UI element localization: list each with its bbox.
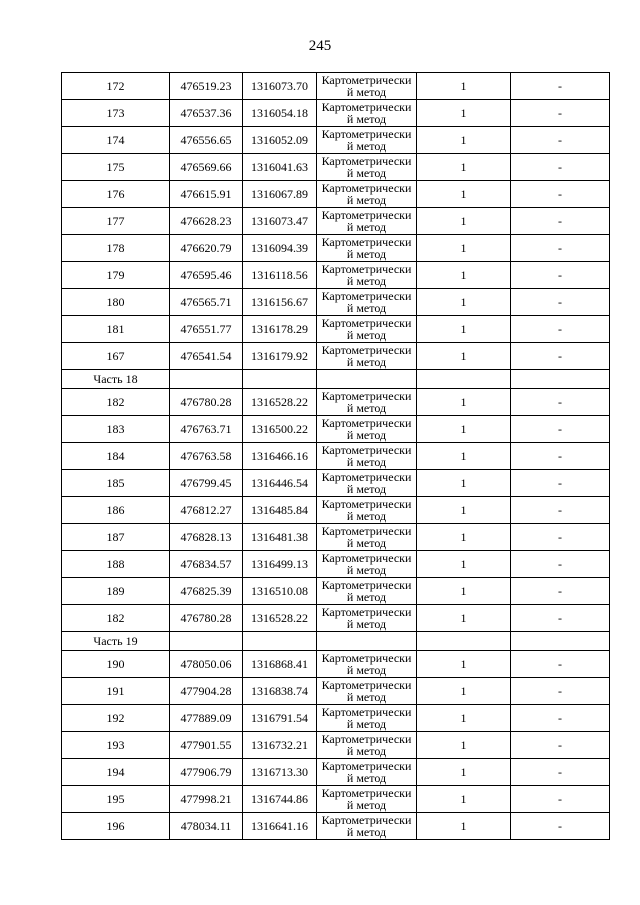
method-text-line1: Картометрически <box>321 759 412 773</box>
method-text-line2: й метод <box>346 563 387 577</box>
accuracy-cell: 1 <box>417 524 511 551</box>
method-text-line1: Картометрически <box>321 100 412 114</box>
accuracy-cell: 1 <box>417 73 511 100</box>
table-row <box>62 443 610 470</box>
method-text-line2: й метод <box>346 355 387 369</box>
method-cell <box>317 208 417 235</box>
method-cell <box>317 154 417 181</box>
method-text-line1: Картометрически <box>321 551 412 565</box>
method-cell <box>317 389 417 416</box>
note-cell: - <box>511 551 610 578</box>
section-row <box>62 632 610 651</box>
accuracy-cell: 1 <box>417 497 511 524</box>
method-text-line1: Картометрически <box>321 235 412 249</box>
y-coordinate-cell: 1316713.30 <box>243 759 317 786</box>
table-row <box>62 181 610 208</box>
method-text-line1: Картометрически <box>321 443 412 457</box>
method-cell <box>317 578 417 605</box>
method-text-line1: Картометрически <box>321 289 412 303</box>
point-number-cell: 173 <box>62 100 170 127</box>
y-coordinate-cell: 1316466.16 <box>243 443 317 470</box>
method-cell <box>317 705 417 732</box>
note-cell: - <box>511 759 610 786</box>
x-coordinate-cell: 476595.46 <box>170 262 243 289</box>
y-coordinate-cell: 1316054.18 <box>243 100 317 127</box>
y-coordinate-cell: 1316838.74 <box>243 678 317 705</box>
method-text-line1: Картометрически <box>321 786 412 800</box>
method-cell <box>317 497 417 524</box>
x-coordinate-cell: 477906.79 <box>170 759 243 786</box>
y-coordinate-cell: 1316073.47 <box>243 208 317 235</box>
x-coordinate-cell: 476615.91 <box>170 181 243 208</box>
method-text-line2: й метод <box>346 590 387 604</box>
x-coordinate-cell: 477904.28 <box>170 678 243 705</box>
y-coordinate-cell: 1316791.54 <box>243 705 317 732</box>
method-text-line1: Картометрически <box>321 732 412 746</box>
method-text-line1: Картометрически <box>321 705 412 719</box>
table-row <box>62 759 610 786</box>
method-text-line1: Картометрически <box>321 208 412 222</box>
method-text-line2: й метод <box>346 825 387 839</box>
accuracy-cell: 1 <box>417 678 511 705</box>
y-coordinate-cell: 1316118.56 <box>243 262 317 289</box>
note-cell: - <box>511 235 610 262</box>
note-cell: - <box>511 786 610 813</box>
point-number-cell: 186 <box>62 497 170 524</box>
method-text-line1: Картометрически <box>321 181 412 195</box>
x-coordinate-cell: 476556.65 <box>170 127 243 154</box>
table-row <box>62 470 610 497</box>
empty-cell <box>317 370 417 389</box>
empty-cell <box>170 370 243 389</box>
table-row <box>62 605 610 632</box>
method-text-line2: й метод <box>346 690 387 704</box>
point-number-cell: 194 <box>62 759 170 786</box>
x-coordinate-cell: 476780.28 <box>170 389 243 416</box>
method-text-line1: Картометрически <box>321 605 412 619</box>
method-text-line2: й метод <box>346 112 387 126</box>
note-cell: - <box>511 316 610 343</box>
x-coordinate-cell: 476834.57 <box>170 551 243 578</box>
y-coordinate-cell: 1316156.67 <box>243 289 317 316</box>
table-row <box>62 73 610 100</box>
accuracy-cell: 1 <box>417 235 511 262</box>
method-text-line1: Картометрически <box>321 154 412 168</box>
method-text-line1: Картометрически <box>321 416 412 430</box>
method-cell <box>317 100 417 127</box>
note-cell: - <box>511 651 610 678</box>
note-cell: - <box>511 289 610 316</box>
x-coordinate-cell: 476620.79 <box>170 235 243 262</box>
point-number-cell: 180 <box>62 289 170 316</box>
y-coordinate-cell: 1316641.16 <box>243 813 317 840</box>
note-cell: - <box>511 813 610 840</box>
accuracy-cell: 1 <box>417 651 511 678</box>
table-row <box>62 289 610 316</box>
method-cell <box>317 551 417 578</box>
method-text-line2: й метод <box>346 247 387 261</box>
point-number-cell: 182 <box>62 605 170 632</box>
x-coordinate-cell: 476541.54 <box>170 343 243 370</box>
x-coordinate-cell: 476569.66 <box>170 154 243 181</box>
table-row <box>62 154 610 181</box>
accuracy-cell: 1 <box>417 316 511 343</box>
note-cell: - <box>511 416 610 443</box>
point-number-cell: 176 <box>62 181 170 208</box>
accuracy-cell: 1 <box>417 343 511 370</box>
method-text-line2: й метод <box>346 85 387 99</box>
method-text-line1: Картометрически <box>321 389 412 403</box>
point-number-cell: 187 <box>62 524 170 551</box>
accuracy-cell: 1 <box>417 154 511 181</box>
table-row <box>62 343 610 370</box>
y-coordinate-cell: 1316485.84 <box>243 497 317 524</box>
x-coordinate-cell: 476551.77 <box>170 316 243 343</box>
x-coordinate-cell: 476537.36 <box>170 100 243 127</box>
accuracy-cell: 1 <box>417 732 511 759</box>
table-row <box>62 732 610 759</box>
x-coordinate-cell: 478034.11 <box>170 813 243 840</box>
method-text-line1: Картометрически <box>321 524 412 538</box>
table-row <box>62 127 610 154</box>
method-cell <box>317 759 417 786</box>
section-row <box>62 370 610 389</box>
x-coordinate-cell: 477901.55 <box>170 732 243 759</box>
method-cell <box>317 605 417 632</box>
note-cell: - <box>511 73 610 100</box>
x-coordinate-cell: 476780.28 <box>170 605 243 632</box>
table-row <box>62 316 610 343</box>
table-row <box>62 208 610 235</box>
method-text-line1: Картометрически <box>321 262 412 276</box>
note-cell: - <box>511 181 610 208</box>
method-cell <box>317 443 417 470</box>
point-number-cell: 182 <box>62 389 170 416</box>
table-row <box>62 497 610 524</box>
table-row <box>62 262 610 289</box>
method-cell <box>317 678 417 705</box>
method-cell <box>317 316 417 343</box>
y-coordinate-cell: 1316868.41 <box>243 651 317 678</box>
method-cell <box>317 181 417 208</box>
table-row <box>62 551 610 578</box>
method-text-line1: Картометрически <box>321 127 412 141</box>
method-text-line2: й метод <box>346 455 387 469</box>
note-cell: - <box>511 443 610 470</box>
method-cell <box>317 813 417 840</box>
accuracy-cell: 1 <box>417 416 511 443</box>
accuracy-cell: 1 <box>417 705 511 732</box>
empty-cell <box>243 370 317 389</box>
point-number-cell: 189 <box>62 578 170 605</box>
method-text-line2: й метод <box>346 274 387 288</box>
page-number: 245 <box>308 38 332 54</box>
note-cell: - <box>511 678 610 705</box>
method-text-line1: Картометрически <box>321 497 412 511</box>
point-number-cell: 185 <box>62 470 170 497</box>
method-text-line1: Картометрически <box>321 343 412 357</box>
note-cell: - <box>511 497 610 524</box>
x-coordinate-cell: 476825.39 <box>170 578 243 605</box>
coordinates-table <box>61 72 610 840</box>
method-text-line2: й метод <box>346 744 387 758</box>
method-cell <box>317 524 417 551</box>
empty-cell <box>317 632 417 651</box>
table-row <box>62 651 610 678</box>
accuracy-cell: 1 <box>417 470 511 497</box>
method-cell <box>317 235 417 262</box>
x-coordinate-cell: 477998.21 <box>170 786 243 813</box>
point-number-cell: 177 <box>62 208 170 235</box>
method-text-line2: й метод <box>346 536 387 550</box>
method-cell <box>317 343 417 370</box>
note-cell: - <box>511 705 610 732</box>
point-number-cell: 188 <box>62 551 170 578</box>
note-cell: - <box>511 578 610 605</box>
accuracy-cell: 1 <box>417 208 511 235</box>
method-text-line2: й метод <box>346 139 387 153</box>
x-coordinate-cell: 476763.58 <box>170 443 243 470</box>
method-cell <box>317 262 417 289</box>
accuracy-cell: 1 <box>417 813 511 840</box>
y-coordinate-cell: 1316481.38 <box>243 524 317 551</box>
point-number-cell: 178 <box>62 235 170 262</box>
table-row <box>62 416 610 443</box>
table-row <box>62 389 610 416</box>
method-cell <box>317 786 417 813</box>
y-coordinate-cell: 1316744.86 <box>243 786 317 813</box>
point-number-cell: 179 <box>62 262 170 289</box>
y-coordinate-cell: 1316178.29 <box>243 316 317 343</box>
point-number-cell: 196 <box>62 813 170 840</box>
method-cell <box>317 732 417 759</box>
method-text-line2: й метод <box>346 428 387 442</box>
accuracy-cell: 1 <box>417 578 511 605</box>
x-coordinate-cell: 476628.23 <box>170 208 243 235</box>
empty-cell <box>243 632 317 651</box>
note-cell: - <box>511 524 610 551</box>
method-text-line1: Картометрически <box>321 651 412 665</box>
table-body <box>62 73 610 840</box>
accuracy-cell: 1 <box>417 759 511 786</box>
y-coordinate-cell: 1316094.39 <box>243 235 317 262</box>
table-row <box>62 813 610 840</box>
accuracy-cell: 1 <box>417 262 511 289</box>
y-coordinate-cell: 1316073.70 <box>243 73 317 100</box>
note-cell: - <box>511 208 610 235</box>
table-row <box>62 705 610 732</box>
y-coordinate-cell: 1316499.13 <box>243 551 317 578</box>
x-coordinate-cell: 476828.13 <box>170 524 243 551</box>
table-row <box>62 100 610 127</box>
note-cell: - <box>511 100 610 127</box>
method-text-line2: й метод <box>346 301 387 315</box>
y-coordinate-cell: 1316446.54 <box>243 470 317 497</box>
empty-cell <box>417 632 511 651</box>
accuracy-cell: 1 <box>417 289 511 316</box>
section-label: Часть 19 <box>62 632 170 651</box>
method-text-line2: й метод <box>346 328 387 342</box>
y-coordinate-cell: 1316528.22 <box>243 389 317 416</box>
note-cell: - <box>511 343 610 370</box>
method-text-line2: й метод <box>346 798 387 812</box>
table-row <box>62 524 610 551</box>
point-number-cell: 192 <box>62 705 170 732</box>
empty-cell <box>511 632 610 651</box>
x-coordinate-cell: 476799.45 <box>170 470 243 497</box>
method-text-line1: Картометрически <box>321 316 412 330</box>
method-text-line2: й метод <box>346 220 387 234</box>
point-number-cell: 183 <box>62 416 170 443</box>
section-label: Часть 18 <box>62 370 170 389</box>
method-text-line2: й метод <box>346 771 387 785</box>
method-text-line2: й метод <box>346 193 387 207</box>
note-cell: - <box>511 470 610 497</box>
table-row <box>62 235 610 262</box>
x-coordinate-cell: 476565.71 <box>170 289 243 316</box>
method-text-line1: Картометрически <box>321 813 412 827</box>
point-number-cell: 193 <box>62 732 170 759</box>
point-number-cell: 175 <box>62 154 170 181</box>
accuracy-cell: 1 <box>417 551 511 578</box>
x-coordinate-cell: 478050.06 <box>170 651 243 678</box>
method-text-line1: Картометрически <box>321 678 412 692</box>
method-cell <box>317 416 417 443</box>
x-coordinate-cell: 476763.71 <box>170 416 243 443</box>
method-cell <box>317 289 417 316</box>
method-text-line2: й метод <box>346 617 387 631</box>
method-cell <box>317 73 417 100</box>
y-coordinate-cell: 1316041.63 <box>243 154 317 181</box>
note-cell: - <box>511 605 610 632</box>
method-text-line2: й метод <box>346 482 387 496</box>
y-coordinate-cell: 1316510.08 <box>243 578 317 605</box>
point-number-cell: 191 <box>62 678 170 705</box>
note-cell: - <box>511 389 610 416</box>
point-number-cell: 190 <box>62 651 170 678</box>
accuracy-cell: 1 <box>417 605 511 632</box>
method-text-line2: й метод <box>346 166 387 180</box>
point-number-cell: 167 <box>62 343 170 370</box>
method-text-line1: Картометрически <box>321 470 412 484</box>
method-cell <box>317 127 417 154</box>
note-cell: - <box>511 262 610 289</box>
x-coordinate-cell: 476519.23 <box>170 73 243 100</box>
method-text-line1: Картометрически <box>321 578 412 592</box>
point-number-cell: 174 <box>62 127 170 154</box>
empty-cell <box>170 632 243 651</box>
point-number-cell: 184 <box>62 443 170 470</box>
accuracy-cell: 1 <box>417 181 511 208</box>
note-cell: - <box>511 154 610 181</box>
point-number-cell: 195 <box>62 786 170 813</box>
method-text-line2: й метод <box>346 509 387 523</box>
method-text-line2: й метод <box>346 401 387 415</box>
method-text-line2: й метод <box>346 717 387 731</box>
accuracy-cell: 1 <box>417 389 511 416</box>
y-coordinate-cell: 1316052.09 <box>243 127 317 154</box>
table-row <box>62 578 610 605</box>
table-row <box>62 786 610 813</box>
x-coordinate-cell: 477889.09 <box>170 705 243 732</box>
y-coordinate-cell: 1316500.22 <box>243 416 317 443</box>
empty-cell <box>511 370 610 389</box>
accuracy-cell: 1 <box>417 100 511 127</box>
x-coordinate-cell: 476812.27 <box>170 497 243 524</box>
point-number-cell: 172 <box>62 73 170 100</box>
method-text-line2: й метод <box>346 663 387 677</box>
point-number-cell: 181 <box>62 316 170 343</box>
empty-cell <box>417 370 511 389</box>
method-cell <box>317 651 417 678</box>
table-row <box>62 678 610 705</box>
y-coordinate-cell: 1316067.89 <box>243 181 317 208</box>
accuracy-cell: 1 <box>417 127 511 154</box>
y-coordinate-cell: 1316179.92 <box>243 343 317 370</box>
method-text-line1: Картометрически <box>321 73 412 87</box>
y-coordinate-cell: 1316528.22 <box>243 605 317 632</box>
method-cell <box>317 470 417 497</box>
note-cell: - <box>511 127 610 154</box>
y-coordinate-cell: 1316732.21 <box>243 732 317 759</box>
note-cell: - <box>511 732 610 759</box>
accuracy-cell: 1 <box>417 786 511 813</box>
accuracy-cell: 1 <box>417 443 511 470</box>
